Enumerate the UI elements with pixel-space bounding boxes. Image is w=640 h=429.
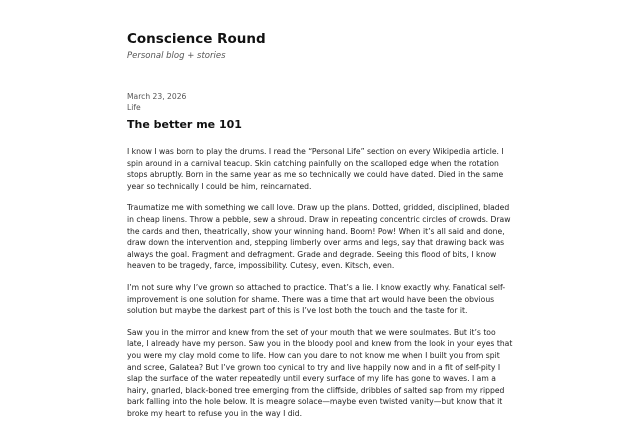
post-date: March 23, 2026 (127, 92, 187, 101)
site-header (127, 30, 266, 62)
post-title: The better me 101 (127, 118, 242, 131)
post-body (127, 146, 515, 429)
post-meta (127, 92, 186, 113)
site-tagline: Personal blog + stories (127, 51, 226, 61)
post-category-link[interactable]: Life (127, 103, 141, 112)
post-paragraph: Traumatize me with something we call love. Draw up the plans. Dotted, gridded, disciplined, bladed in cheap linens. Throw a pebble, sew a shroud. Draw in repeating concentric circles of crowds. Draw the cards and then, theatrically, show your winning hand. Boom! Pow! When it’s all said and done, draw down the intervention and, stepping limberly over arms and legs, say that drawing back was always the goal. Fragment and defragment. Grade and degrade. Seeing this flood of bits, I know heaven to be tragedy, farce, impossibility. Cutesy, even. Kitsch, even. (127, 203, 511, 271)
post-paragraph: I know I was born to play the drums. I read the “Personal Life” section on every Wikipedia article. I spin around in a carnival teacup. Skin catching painfully on the scalloped edge when the rotation stops abruptly. Born in the same year as me so technically we could have dated. Died in the same year so technically I could be him, reincarnated. (127, 147, 504, 191)
site-title-link[interactable]: Conscience Round (127, 31, 266, 47)
post-paragraph: Saw you in the mirror and knew from the set of your mouth that we were soulmates. But it’s too late, I already have my person. Saw you in the bloody pool and knew from the look in your eyes that you were my clay mold come to life. How can you dare to not know me when I built you from spit and scree, Galatea? But I’ve grown too cynical to try and live happily now and in a fit of self-pity I slap the surface of the water repeatedly until every surface of my life has gone to waves. I am a hairy, gnarled, black-boned tree emerging from the cliffside, dribbles of salted sap from my ripped bark falling into the hole below. It is meagre solace—maybe even twisted vanity—but know that it broke my heart to refuse you in the way I did. (127, 327, 513, 418)
post-paragraph: I’m not sure why I’ve grown so attached to practice. That’s a lie. I know exactly why. Fanatical self-improvement is one solution for shame. There was a time that art would have been the obvious solution but maybe the darkest part of this is I’ve lost both the touch and the taste for it. (127, 282, 506, 316)
